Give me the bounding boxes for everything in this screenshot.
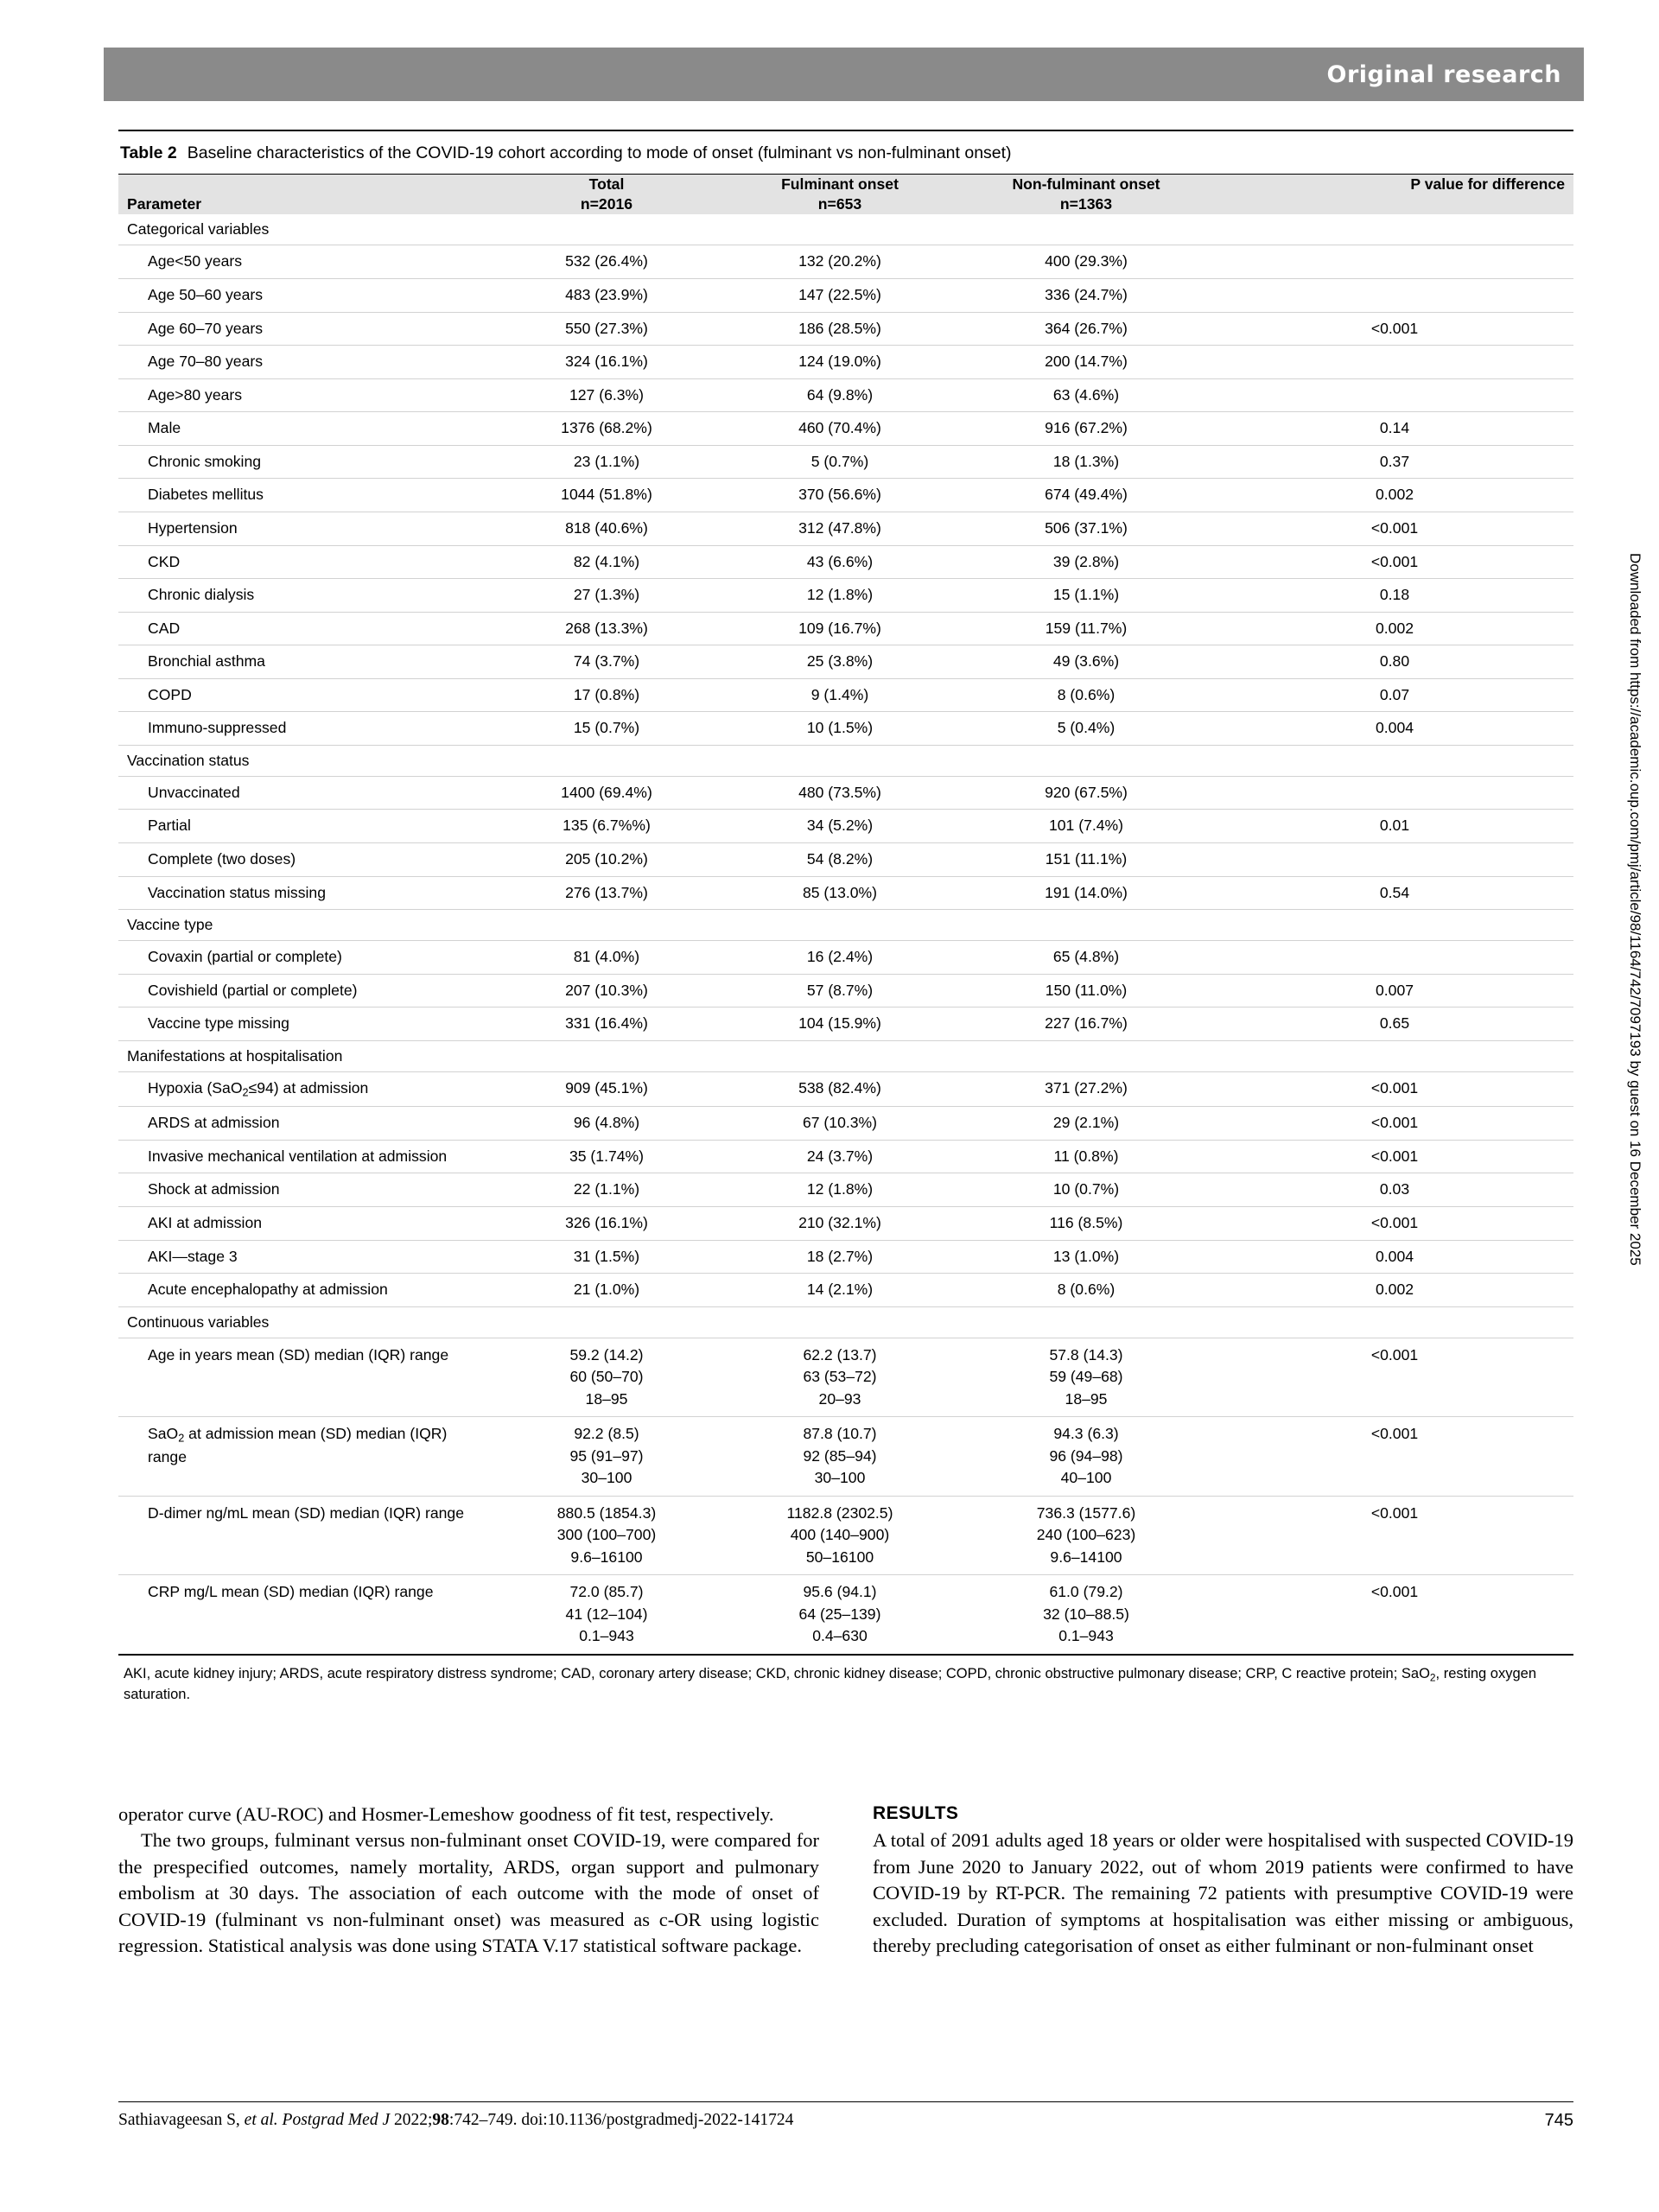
cell-fulminant: 95.6 (94.1) 64 (25–139) 0.4–630 (723, 1575, 957, 1655)
table-section-row (118, 1306, 1573, 1338)
cell-parameter: Immuno-suppressed (118, 712, 490, 746)
cell-total: 127 (6.3%) (490, 378, 723, 412)
cell-pvalue: 0.54 (1216, 876, 1573, 910)
cell-fulminant: 460 (70.4%) (723, 412, 957, 446)
cell-fulminant: 104 (15.9%) (723, 1007, 957, 1041)
cell-parameter: COPD (118, 678, 490, 712)
cell-parameter: Acute encephalopathy at admission (118, 1274, 490, 1307)
cell-total: 326 (16.1%) (490, 1207, 723, 1241)
cell-parameter: Chronic dialysis (118, 579, 490, 613)
cell-pvalue: <0.001 (1216, 1140, 1573, 1173)
cell-total: 276 (13.7%) (490, 876, 723, 910)
cell-fulminant: 538 (82.4%) (723, 1071, 957, 1107)
table-row (118, 712, 1573, 746)
table-row (118, 245, 1573, 279)
table-row (118, 1496, 1573, 1575)
cell-nonfulminant: 151 (11.1%) (957, 843, 1216, 877)
cell-pvalue: <0.001 (1216, 1496, 1573, 1575)
cell-pvalue: <0.001 (1216, 1071, 1573, 1107)
table-row (118, 776, 1573, 810)
cell-parameter: Diabetes mellitus (118, 479, 490, 512)
cell-fulminant: 5 (0.7%) (723, 445, 957, 479)
cell-parameter: Age 70–80 years (118, 346, 490, 379)
cell-pvalue: 0.002 (1216, 612, 1573, 645)
cell-pvalue: <0.001 (1216, 312, 1573, 346)
table-row (118, 445, 1573, 479)
cell-parameter: Chronic smoking (118, 445, 490, 479)
cell-pvalue: <0.001 (1216, 512, 1573, 545)
cell-total: 550 (27.3%) (490, 312, 723, 346)
cell-fulminant: 16 (2.4%) (723, 941, 957, 975)
cell-total: 483 (23.9%) (490, 279, 723, 313)
cell-pvalue: <0.001 (1216, 545, 1573, 579)
cell-pvalue (1216, 776, 1573, 810)
cell-nonfulminant: 506 (37.1%) (957, 512, 1216, 545)
cell-total: 532 (26.4%) (490, 245, 723, 279)
paragraph: A total of 2091 adults aged 18 years or older were hospitalised with suspected COVID-19 from June 2020 to January 2022, out of whom 2019 patients were confirmed to have COVID-19 by RT-PCR. The remaining 72 patients with presumptive COVID-19 were excluded. Duration of symptoms at hospitalisation was either missing or ambiguous, thereby precluding categorisation of onset as either fulminant or non-fulminant onset (873, 1829, 1573, 1957)
cell-total: 909 (45.1%) (490, 1071, 723, 1107)
table-row (118, 1575, 1573, 1655)
cell-fulminant: 10 (1.5%) (723, 712, 957, 746)
cell-fulminant: 25 (3.8%) (723, 645, 957, 679)
cell-nonfulminant: 8 (0.6%) (957, 678, 1216, 712)
article-body (118, 1802, 1573, 1960)
cell-parameter: Vaccination status missing (118, 876, 490, 910)
table-row (118, 412, 1573, 446)
cell-parameter: SaO$_2$ at admission mean (SD) median (IQR) range (118, 1417, 490, 1497)
cell-pvalue: 0.37 (1216, 445, 1573, 479)
citation-doi: :742–749. doi:10.1136/postgradmedj-2022-141724 (448, 2111, 794, 2129)
table-section-row (118, 1040, 1573, 1071)
cell-nonfulminant: 18 (1.3%) (957, 445, 1216, 479)
cell-nonfulminant: 11 (0.8%) (957, 1140, 1216, 1173)
cell-total: 17 (0.8%) (490, 678, 723, 712)
section-label: Vaccination status (118, 745, 1573, 776)
cell-total: 15 (0.7%) (490, 712, 723, 746)
cell-fulminant: 480 (73.5%) (723, 776, 957, 810)
header-pvalue: P value for difference (1216, 175, 1573, 214)
cell-nonfulminant: 920 (67.5%) (957, 776, 1216, 810)
citation (118, 2111, 793, 2131)
page-footer (118, 2101, 1573, 2131)
cell-total: 23 (1.1%) (490, 445, 723, 479)
table-row (118, 843, 1573, 877)
section-label: Continuous variables (118, 1306, 1573, 1338)
cell-nonfulminant: 49 (3.6%) (957, 645, 1216, 679)
cell-nonfulminant: 5 (0.4%) (957, 712, 1216, 746)
cell-fulminant: 87.8 (10.7) 92 (85–94) 30–100 (723, 1417, 957, 1497)
cell-fulminant: 67 (10.3%) (723, 1107, 957, 1141)
page-number: 745 (1544, 2111, 1573, 2130)
cell-total: 92.2 (8.5) 95 (91–97) 30–100 (490, 1417, 723, 1497)
cell-pvalue: 0.002 (1216, 479, 1573, 512)
table-row (118, 1140, 1573, 1173)
cell-nonfulminant: 39 (2.8%) (957, 545, 1216, 579)
cell-parameter: Hypoxia (SaO$_2$≤94) at admission (118, 1071, 490, 1107)
cell-fulminant: 62.2 (13.7) 63 (53–72) 20–93 (723, 1338, 957, 1417)
cell-fulminant: 124 (19.0%) (723, 346, 957, 379)
cell-fulminant: 312 (47.8%) (723, 512, 957, 545)
cell-parameter: Vaccine type missing (118, 1007, 490, 1041)
baseline-characteristics-table (118, 175, 1573, 1656)
cell-fulminant: 57 (8.7%) (723, 974, 957, 1007)
cell-fulminant: 210 (32.1%) (723, 1207, 957, 1241)
cell-total: 135 (6.7%%) (490, 810, 723, 843)
table-row (118, 1007, 1573, 1041)
citation-year: 2022; (390, 2111, 433, 2129)
table-header (118, 175, 1573, 214)
cell-total: 35 (1.74%) (490, 1140, 723, 1173)
cell-total: 205 (10.2%) (490, 843, 723, 877)
cell-parameter: Covishield (partial or complete) (118, 974, 490, 1007)
cell-pvalue: 0.14 (1216, 412, 1573, 446)
cell-parameter: D-dimer ng/mL mean (SD) median (IQR) range (118, 1496, 490, 1575)
cell-total: 22 (1.1%) (490, 1173, 723, 1207)
download-watermark: Downloaded from https://academic.oup.com/pmj/article/98/1164/742/7097193 by guest on 16 December 2025 (1627, 553, 1643, 1266)
paragraph: operator curve (AU-ROC) and Hosmer-Lemeshow goodness of fit test, respectively. (118, 1803, 774, 1825)
table-body (118, 214, 1573, 1654)
cell-parameter: CRP mg/L mean (SD) median (IQR) range (118, 1575, 490, 1655)
table-caption-text: Baseline characteristics of the COVID-19 cohort according to mode of onset (fulminant vs non-fulminant onset) (187, 143, 1012, 162)
cell-nonfulminant: 94.3 (6.3) 96 (94–98) 40–100 (957, 1417, 1216, 1497)
cell-total: 27 (1.3%) (490, 579, 723, 613)
cell-pvalue: 0.18 (1216, 579, 1573, 613)
cell-parameter: Complete (two doses) (118, 843, 490, 877)
cell-fulminant: 24 (3.7%) (723, 1140, 957, 1173)
cell-nonfulminant: 61.0 (79.2) 32 (10–88.5) 0.1–943 (957, 1575, 1216, 1655)
cell-parameter: CAD (118, 612, 490, 645)
header-nonfulminant: Non-fulminant onset n=1363 (957, 175, 1216, 214)
table-row (118, 941, 1573, 975)
table-row (118, 612, 1573, 645)
cell-nonfulminant: 159 (11.7%) (957, 612, 1216, 645)
table-row (118, 346, 1573, 379)
cell-nonfulminant: 371 (27.2%) (957, 1071, 1216, 1107)
table-row (118, 1173, 1573, 1207)
cell-pvalue: 0.004 (1216, 1240, 1573, 1274)
cell-total: 21 (1.0%) (490, 1274, 723, 1307)
table-row (118, 810, 1573, 843)
cell-fulminant: 370 (56.6%) (723, 479, 957, 512)
cell-pvalue: <0.001 (1216, 1417, 1573, 1497)
cell-nonfulminant: 674 (49.4%) (957, 479, 1216, 512)
cell-pvalue (1216, 279, 1573, 313)
cell-fulminant: 64 (9.8%) (723, 378, 957, 412)
cell-pvalue: 0.80 (1216, 645, 1573, 679)
cell-pvalue: <0.001 (1216, 1575, 1573, 1655)
cell-fulminant: 147 (22.5%) (723, 279, 957, 313)
cell-total: 82 (4.1%) (490, 545, 723, 579)
table-row (118, 545, 1573, 579)
cell-total: 59.2 (14.2) 60 (50–70) 18–95 (490, 1338, 723, 1417)
cell-pvalue: <0.001 (1216, 1107, 1573, 1141)
cell-nonfulminant: 191 (14.0%) (957, 876, 1216, 910)
cell-nonfulminant: 15 (1.1%) (957, 579, 1216, 613)
table-row (118, 1417, 1573, 1497)
cell-pvalue (1216, 378, 1573, 412)
citation-author: Sathiavageesan S, (118, 2111, 240, 2129)
table-row (118, 312, 1573, 346)
cell-pvalue (1216, 245, 1573, 279)
cell-fulminant: 186 (28.5%) (723, 312, 957, 346)
table-row (118, 479, 1573, 512)
body-right-column (873, 1802, 1573, 1960)
cell-nonfulminant: 150 (11.0%) (957, 974, 1216, 1007)
cell-nonfulminant: 200 (14.7%) (957, 346, 1216, 379)
cell-pvalue: <0.001 (1216, 1207, 1573, 1241)
table-row (118, 579, 1573, 613)
cell-total: 324 (16.1%) (490, 346, 723, 379)
cell-nonfulminant: 400 (29.3%) (957, 245, 1216, 279)
cell-parameter: Partial (118, 810, 490, 843)
cell-nonfulminant: 227 (16.7%) (957, 1007, 1216, 1041)
cell-fulminant: 12 (1.8%) (723, 579, 957, 613)
cell-pvalue: 0.002 (1216, 1274, 1573, 1307)
cell-pvalue (1216, 941, 1573, 975)
cell-total: 81 (4.0%) (490, 941, 723, 975)
table-caption (118, 130, 1573, 175)
table-row (118, 1240, 1573, 1274)
table-row (118, 1107, 1573, 1141)
cell-pvalue: 0.007 (1216, 974, 1573, 1007)
cell-fulminant: 14 (2.1%) (723, 1274, 957, 1307)
table-row (118, 1207, 1573, 1241)
header-parameter: Parameter (118, 175, 490, 214)
cell-parameter: Shock at admission (118, 1173, 490, 1207)
cell-total: 96 (4.8%) (490, 1107, 723, 1141)
cell-parameter: Age 50–60 years (118, 279, 490, 313)
citation-journal: et al. Postgrad Med J (244, 2111, 391, 2129)
cell-parameter: Bronchial asthma (118, 645, 490, 679)
cell-fulminant: 132 (20.2%) (723, 245, 957, 279)
cell-fulminant: 34 (5.2%) (723, 810, 957, 843)
section-label: Vaccine type (118, 910, 1573, 941)
cell-total: 331 (16.4%) (490, 1007, 723, 1041)
paragraph: The two groups, fulminant versus non-fulminant onset COVID-19, were compared for the prespecified outcomes, namely mortality, ARDS, organ support and pulmonary embolism at 30 days. The association of each outcome with the mode of onset of COVID-19 (fulminant vs non-fulminant onset) was measured as c-OR using logistic regression. Statistical analysis was done using STATA V.17 statistical software package. (118, 1829, 819, 1957)
cell-parameter: Covaxin (partial or complete) (118, 941, 490, 975)
cell-fulminant: 43 (6.6%) (723, 545, 957, 579)
table-row (118, 1274, 1573, 1307)
cell-total: 207 (10.3%) (490, 974, 723, 1007)
cell-fulminant: 85 (13.0%) (723, 876, 957, 910)
cell-nonfulminant: 364 (26.7%) (957, 312, 1216, 346)
cell-total: 1044 (51.8%) (490, 479, 723, 512)
cell-total: 74 (3.7%) (490, 645, 723, 679)
cell-pvalue (1216, 346, 1573, 379)
table-row (118, 279, 1573, 313)
cell-parameter: ARDS at admission (118, 1107, 490, 1141)
table-row (118, 645, 1573, 679)
citation-volume: 98 (432, 2111, 449, 2129)
cell-pvalue: <0.001 (1216, 1338, 1573, 1417)
cell-parameter: Age in years mean (SD) median (IQR) range (118, 1338, 490, 1417)
cell-parameter: AKI—stage 3 (118, 1240, 490, 1274)
table-2-container (118, 130, 1573, 1706)
header-total: Total n=2016 (490, 175, 723, 214)
table-row (118, 678, 1573, 712)
cell-fulminant: 54 (8.2%) (723, 843, 957, 877)
cell-fulminant: 1182.8 (2302.5) 400 (140–900) 50–16100 (723, 1496, 957, 1575)
header-fulminant: Fulminant onset n=653 (723, 175, 957, 214)
table-row (118, 1338, 1573, 1417)
table-row (118, 1071, 1573, 1107)
cell-nonfulminant: 65 (4.8%) (957, 941, 1216, 975)
cell-total: 268 (13.3%) (490, 612, 723, 645)
section-label: Categorical variables (118, 214, 1573, 245)
results-heading: RESULTS (873, 1803, 959, 1823)
cell-nonfulminant: 8 (0.6%) (957, 1274, 1216, 1307)
cell-total: 818 (40.6%) (490, 512, 723, 545)
table-label: Table 2 (120, 143, 177, 162)
table-row (118, 876, 1573, 910)
cell-parameter: Age>80 years (118, 378, 490, 412)
cell-pvalue (1216, 843, 1573, 877)
cell-total: 1400 (69.4%) (490, 776, 723, 810)
cell-pvalue: 0.07 (1216, 678, 1573, 712)
cell-nonfulminant: 10 (0.7%) (957, 1173, 1216, 1207)
cell-parameter: Age<50 years (118, 245, 490, 279)
table-row (118, 974, 1573, 1007)
table-footnote: AKI, acute kidney injury; ARDS, acute respiratory distress syndrome; CAD, coronary artery disease; CKD, chronic kidney disease; COPD, chronic obstructive pulmonary disease; CRP, C reactive protein; SaO$_2$, resting oxygen saturation. (124, 1665, 1537, 1703)
table-row (118, 512, 1573, 545)
cell-pvalue: 0.01 (1216, 810, 1573, 843)
cell-fulminant: 9 (1.4%) (723, 678, 957, 712)
cell-nonfulminant: 101 (7.4%) (957, 810, 1216, 843)
cell-parameter: Unvaccinated (118, 776, 490, 810)
section-label: Manifestations at hospitalisation (118, 1040, 1573, 1071)
cell-pvalue: 0.65 (1216, 1007, 1573, 1041)
cell-nonfulminant: 13 (1.0%) (957, 1240, 1216, 1274)
cell-nonfulminant: 916 (67.2%) (957, 412, 1216, 446)
cell-total: 31 (1.5%) (490, 1240, 723, 1274)
cell-nonfulminant: 29 (2.1%) (957, 1107, 1216, 1141)
body-left-column (118, 1802, 819, 1960)
cell-total: 1376 (68.2%) (490, 412, 723, 446)
cell-fulminant: 12 (1.8%) (723, 1173, 957, 1207)
cell-total: 72.0 (85.7) 41 (12–104) 0.1–943 (490, 1575, 723, 1655)
cell-parameter: Hypertension (118, 512, 490, 545)
cell-fulminant: 109 (16.7%) (723, 612, 957, 645)
table-section-row (118, 745, 1573, 776)
cell-parameter: AKI at admission (118, 1207, 490, 1241)
cell-pvalue: 0.03 (1216, 1173, 1573, 1207)
cell-parameter: CKD (118, 545, 490, 579)
page-header-band (104, 48, 1584, 101)
cell-nonfulminant: 116 (8.5%) (957, 1207, 1216, 1241)
cell-total: 880.5 (1854.3) 300 (100–700) 9.6–16100 (490, 1496, 723, 1575)
cell-parameter: Male (118, 412, 490, 446)
cell-parameter: Invasive mechanical ventilation at admission (118, 1140, 490, 1173)
cell-nonfulminant: 57.8 (14.3) 59 (49–68) 18–95 (957, 1338, 1216, 1417)
cell-parameter: Age 60–70 years (118, 312, 490, 346)
cell-nonfulminant: 336 (24.7%) (957, 279, 1216, 313)
cell-nonfulminant: 736.3 (1577.6) 240 (100–623) 9.6–14100 (957, 1496, 1216, 1575)
table-header-row (118, 175, 1573, 214)
table-row (118, 378, 1573, 412)
cell-nonfulminant: 63 (4.6%) (957, 378, 1216, 412)
table-section-row (118, 910, 1573, 941)
cell-pvalue: 0.004 (1216, 712, 1573, 746)
table-section-row (118, 214, 1573, 245)
section-label: Original research (1326, 60, 1561, 88)
cell-fulminant: 18 (2.7%) (723, 1240, 957, 1274)
